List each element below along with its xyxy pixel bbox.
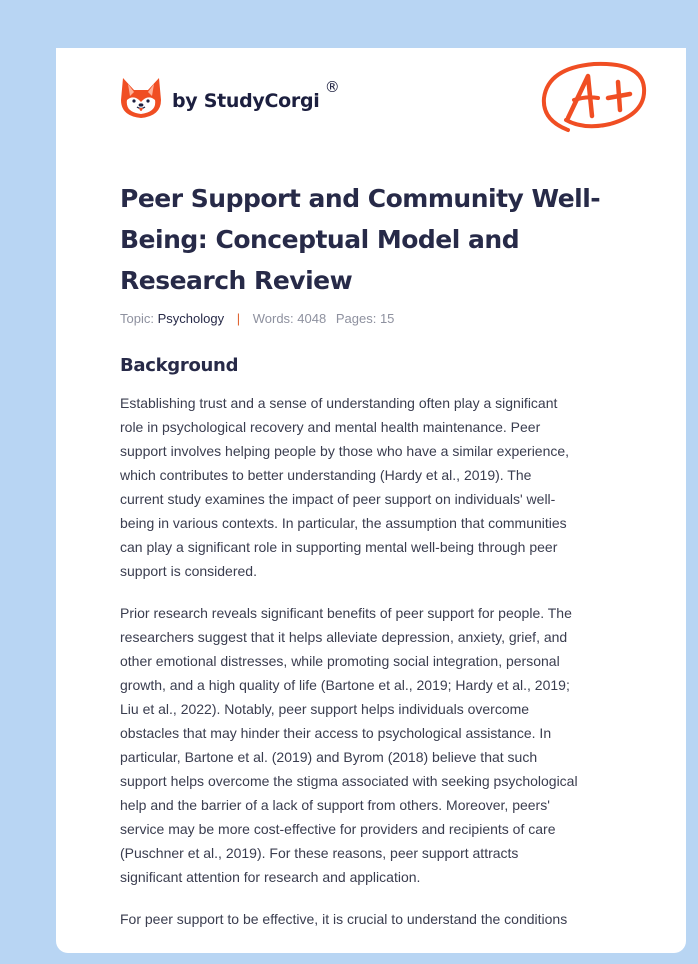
section-heading: Background: [120, 355, 239, 376]
site-header: [120, 76, 340, 120]
words-label: Words:: [252, 311, 294, 326]
words-count: 4048: [297, 311, 327, 326]
topic-label: Topic:: [120, 311, 154, 326]
document-card: [56, 48, 686, 953]
topic-link[interactable]: Psychology: [157, 311, 225, 326]
article-body: [120, 391, 640, 949]
article-meta: [120, 311, 394, 326]
brand-name[interactable]: by StudyCorgi ®: [172, 78, 340, 112]
paragraph: Prior research reveals significant benefits of peer support for people. The researchers suggest that it helps alleviate depression, anxiety, grief, and other emotional distresses, while promoting social integration, personal growth, and a high quality of life (Bartone et al., 2019; Hardy et al., 2019; Liu et al., 2022). Notably, peer support helps individuals overcome obstacles that may hinder their access to psychological assistance. In particular, Bartone et al. (2019) and Byrom (2018) believe that such support helps overcome the stigma associated with seeking psychological help and the barrier of a lack of support from others. Moreover, peers' service may be more cost-effective for providers and recipients of care (Puschner et al., 2019). For these reasons, peer support attracts significant attention for research and application.: [120, 605, 578, 885]
pages-count: 15: [379, 311, 395, 326]
meta-separator: |: [236, 311, 241, 326]
pages-label: Pages:: [335, 311, 377, 326]
registered-mark: ®: [324, 78, 340, 96]
corgi-logo-icon[interactable]: [120, 76, 162, 120]
paragraph: Establishing trust and a sense of understanding often play a significant role in psychological recovery and mental health maintenance. Peer support involves helping people by those who have a similar experience, which contributes to better understanding (Hardy et al., 2019). The current study examines the impact of peer support on individuals' well- being in various contexts. In particular, the assumption that communities can play a significant role in supporting mental well-being through peer support is considered.: [120, 395, 570, 579]
page-title: Peer Support and Community Well-Being: Conceptual Model and Research Review: [120, 184, 601, 295]
a-plus-grade-icon: [538, 58, 650, 140]
paragraph: For peer support to be effective, it is crucial to understand the conditions: [120, 911, 568, 927]
